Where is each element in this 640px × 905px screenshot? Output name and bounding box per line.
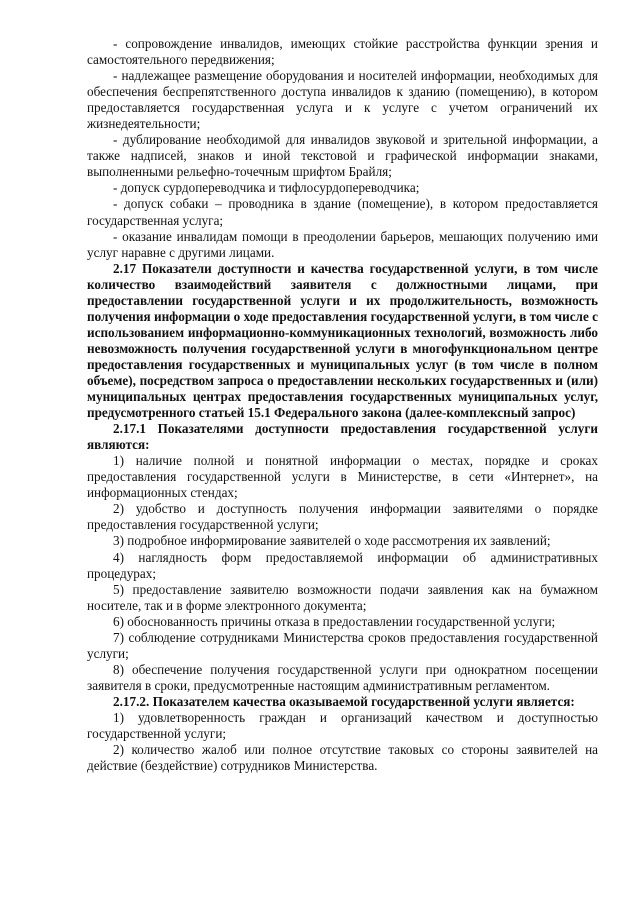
paragraph-braille-duplication: - дублирование необходимой для инвалидов звуковой и зрительной информации, а также надписей, знаков и иной текстовой и графической информации знаками, выполненными рельефно-точечным шрифтом Брайля; (87, 132, 598, 180)
list-item-3: 3) подробное информирование заявителей о ходе рассмотрения их заявлений; (113, 533, 551, 549)
quality-item-2: 2) количество жалоб или полное отсутствие таковых со стороны заявителей на действие (бездействие) сотрудников Министерства. (87, 742, 598, 774)
list-item-2: 2) удобство и доступность получения информации заявителями о порядке предоставления государственной услуги; (87, 501, 598, 533)
section-heading-2-17-2: 2.17.2. Показателем качества оказываемой государственной услуги является: (113, 693, 575, 709)
list-item-1: 1) наличие полной и понятной информации о местах, порядке и сроках предоставления государственной услуги в Министерстве, в сети «Интернет», на информационных стендах; (87, 453, 598, 501)
section-heading-2-17: 2.17 Показатели доступности и качества государственной услуги, в том числе количество взаимодействий заявителя с должностными лицами, при предоставлении государственной услуги и их продолжительность, возможность получения информации о ходе предоставления государственной услуги, в том числе с использованием информационно-коммуникационных технологий, возможность либо невозможность получения государственной услуги в многофункциональном центре предоставления государственных и муниципальных услуг (в том числе в полном объеме), посредством запроса о предоставлении нескольких государственных и (или) муниципальных центрах предоставления государственных муниципальных услуг, предусмотренного статьей 15.1 Федерального закона (далее-комплексный запрос) (87, 260, 598, 421)
list-item-5: 5) предоставление заявителю возможности подачи заявления как на бумажном носителе, так и в форме электронного документа; (87, 581, 598, 613)
paragraph-sign-interpreter: - допуск сурдопереводчика и тифлосурдопереводчика; (113, 180, 420, 196)
list-item-7: 7) соблюдение сотрудниками Министерства сроков предоставления государственной услуги; (87, 629, 598, 661)
quality-item-1: 1) удовлетворенность граждан и организаций качеством и доступностью государственной услуги; (87, 709, 598, 742)
paragraph-guide-dog: - допуск собаки – проводника в здание (помещение), в котором предоставляется государственная услуга; (87, 196, 598, 228)
list-item-6: 6) обоснованность причины отказа в предоставлении государственной услуги; (113, 613, 556, 629)
paragraph-equipment-placement: - надлежащее размещение оборудования и носителей информации, необходимых для обеспечения беспрепятственного доступа инвалидов к зданию (помещению), в котором предоставляется государственная услуга и к услуге с учетом ограничений их жизнедеятельности; (87, 68, 598, 132)
paragraph-accompaniment: - сопровождение инвалидов, имеющих стойкие расстройства функции зрения и самостоятельного передвижения; (87, 36, 598, 68)
list-item-8: 8) обеспечение получения государственной услуги при однократном посещении заявителя в сроки, предусмотренные настоящим административным регламентом. (87, 661, 598, 693)
section-heading-2-17-1: 2.17.1 Показателями доступности предоставления государственной услуги являются: (87, 421, 598, 453)
document-page (87, 36, 598, 774)
list-item-4: 4) наглядность форм предоставляемой информации об административных процедурах; (87, 549, 598, 581)
paragraph-barrier-assistance: - оказание инвалидам помощи в преодолении барьеров, мешающих получению ими услуг наравне с другими лицами. (87, 228, 598, 260)
